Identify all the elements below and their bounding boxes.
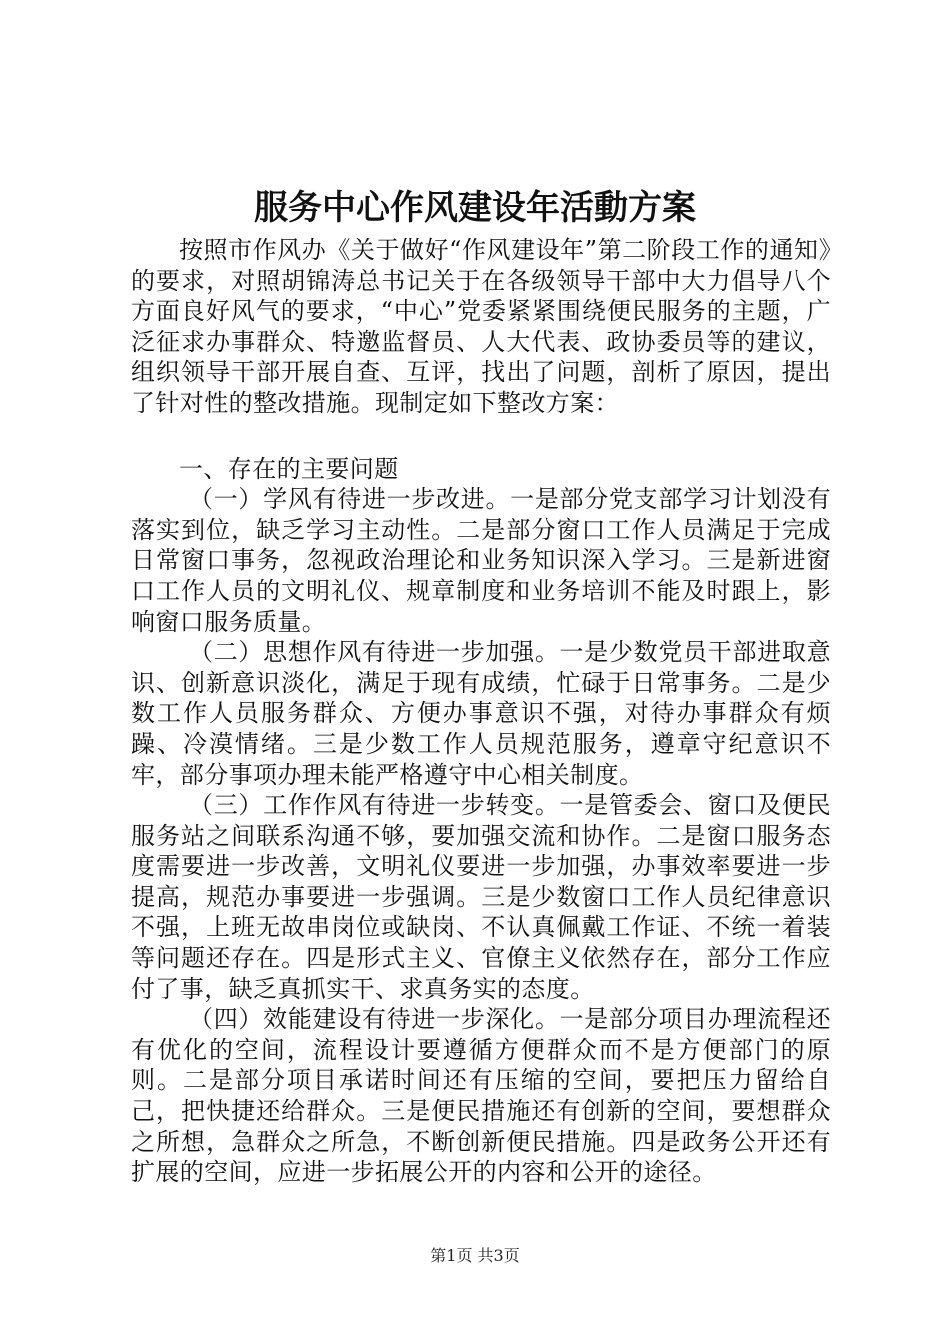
intro-paragraph: 按照市作风办《关于做好“作风建设年”第二阶段工作的通知》的要求，对照胡锦涛总书记关于在各级领导干部中大力倡导八个方面良好风气的要求，“中心”党委紧紧围绕便民服务的主题，广泛征求办事群众、特邀监督员、人大代表、政协委员等的建议，组织领导干部开展自查、互评，找出了问题，剖析了原因，提出了针对性的整改措施。现制定如下整改方案： xyxy=(131,236,831,417)
document-title: 服务中心作风建设年活動方案 xyxy=(254,188,696,228)
paragraph-gap xyxy=(131,419,831,454)
problem-item-1: （一）学风有待进一步改进。一是部分党支部学习计划没有落实到位，缺乏学习主动性。二是部分窗口工作人员满足于完成日常窗口事务，忽视政治理论和业务知识深入学习。三是新进窗口工作人员的文明礼仪、规章制度和业务培训不能及时跟上，影响窗口服务质量。 xyxy=(131,485,831,636)
section-heading: 一、存在的主要问题 xyxy=(179,454,399,483)
problem-item-2: （二）思想作风有待进一步加强。一是少数党员干部进取意识、创新意识淡化，满足于现有成绩，忙碌于日常事务。二是少数工作人员服务群众、方便办事意识不强，对待办事群众有烦躁、冷漠情绪。三是少数工作人员规范服务，遵章守纪意识不牢，部分事项办理未能严格遵守中心相关制度。 xyxy=(131,638,831,789)
problem-item-4: （四）效能建设有待进一步深化。一是部分项目办理流程还有优化的空间，流程设计要遵循方便群众而不是方便部门的原则。二是部分项目承诺时间还有压缩的空间，要把压力留给自己，把快捷还给群众。三是便民措施还有创新的空间，要想群众之所想，急群众之所急，不断创新便民措施。四是政务公开还有扩展的空间，应进一步拓展公开的内容和公开的途径。 xyxy=(131,1005,831,1187)
page-footer: 第1页 共3页 xyxy=(430,1246,520,1265)
document-body xyxy=(131,235,831,1188)
problem-item-3: （三）工作作风有待进一步转变。一是管委会、窗口及便民服务站之间联系沟通不够，要加强交流和协作。二是窗口服务态度需要进一步改善，文明礼仪要进一步加强，办事效率要进一步提高，规范办事要进一步强调。三是少数窗口工作人员纪律意识不强，上班无故串岗位或缺岗、不认真佩戴工作证、不统一着装等问题还存在。四是形式主义、官僚主义依然存在，部分工作应付了事，缺乏真抓实干、求真务实的态度。 xyxy=(131,791,831,1003)
